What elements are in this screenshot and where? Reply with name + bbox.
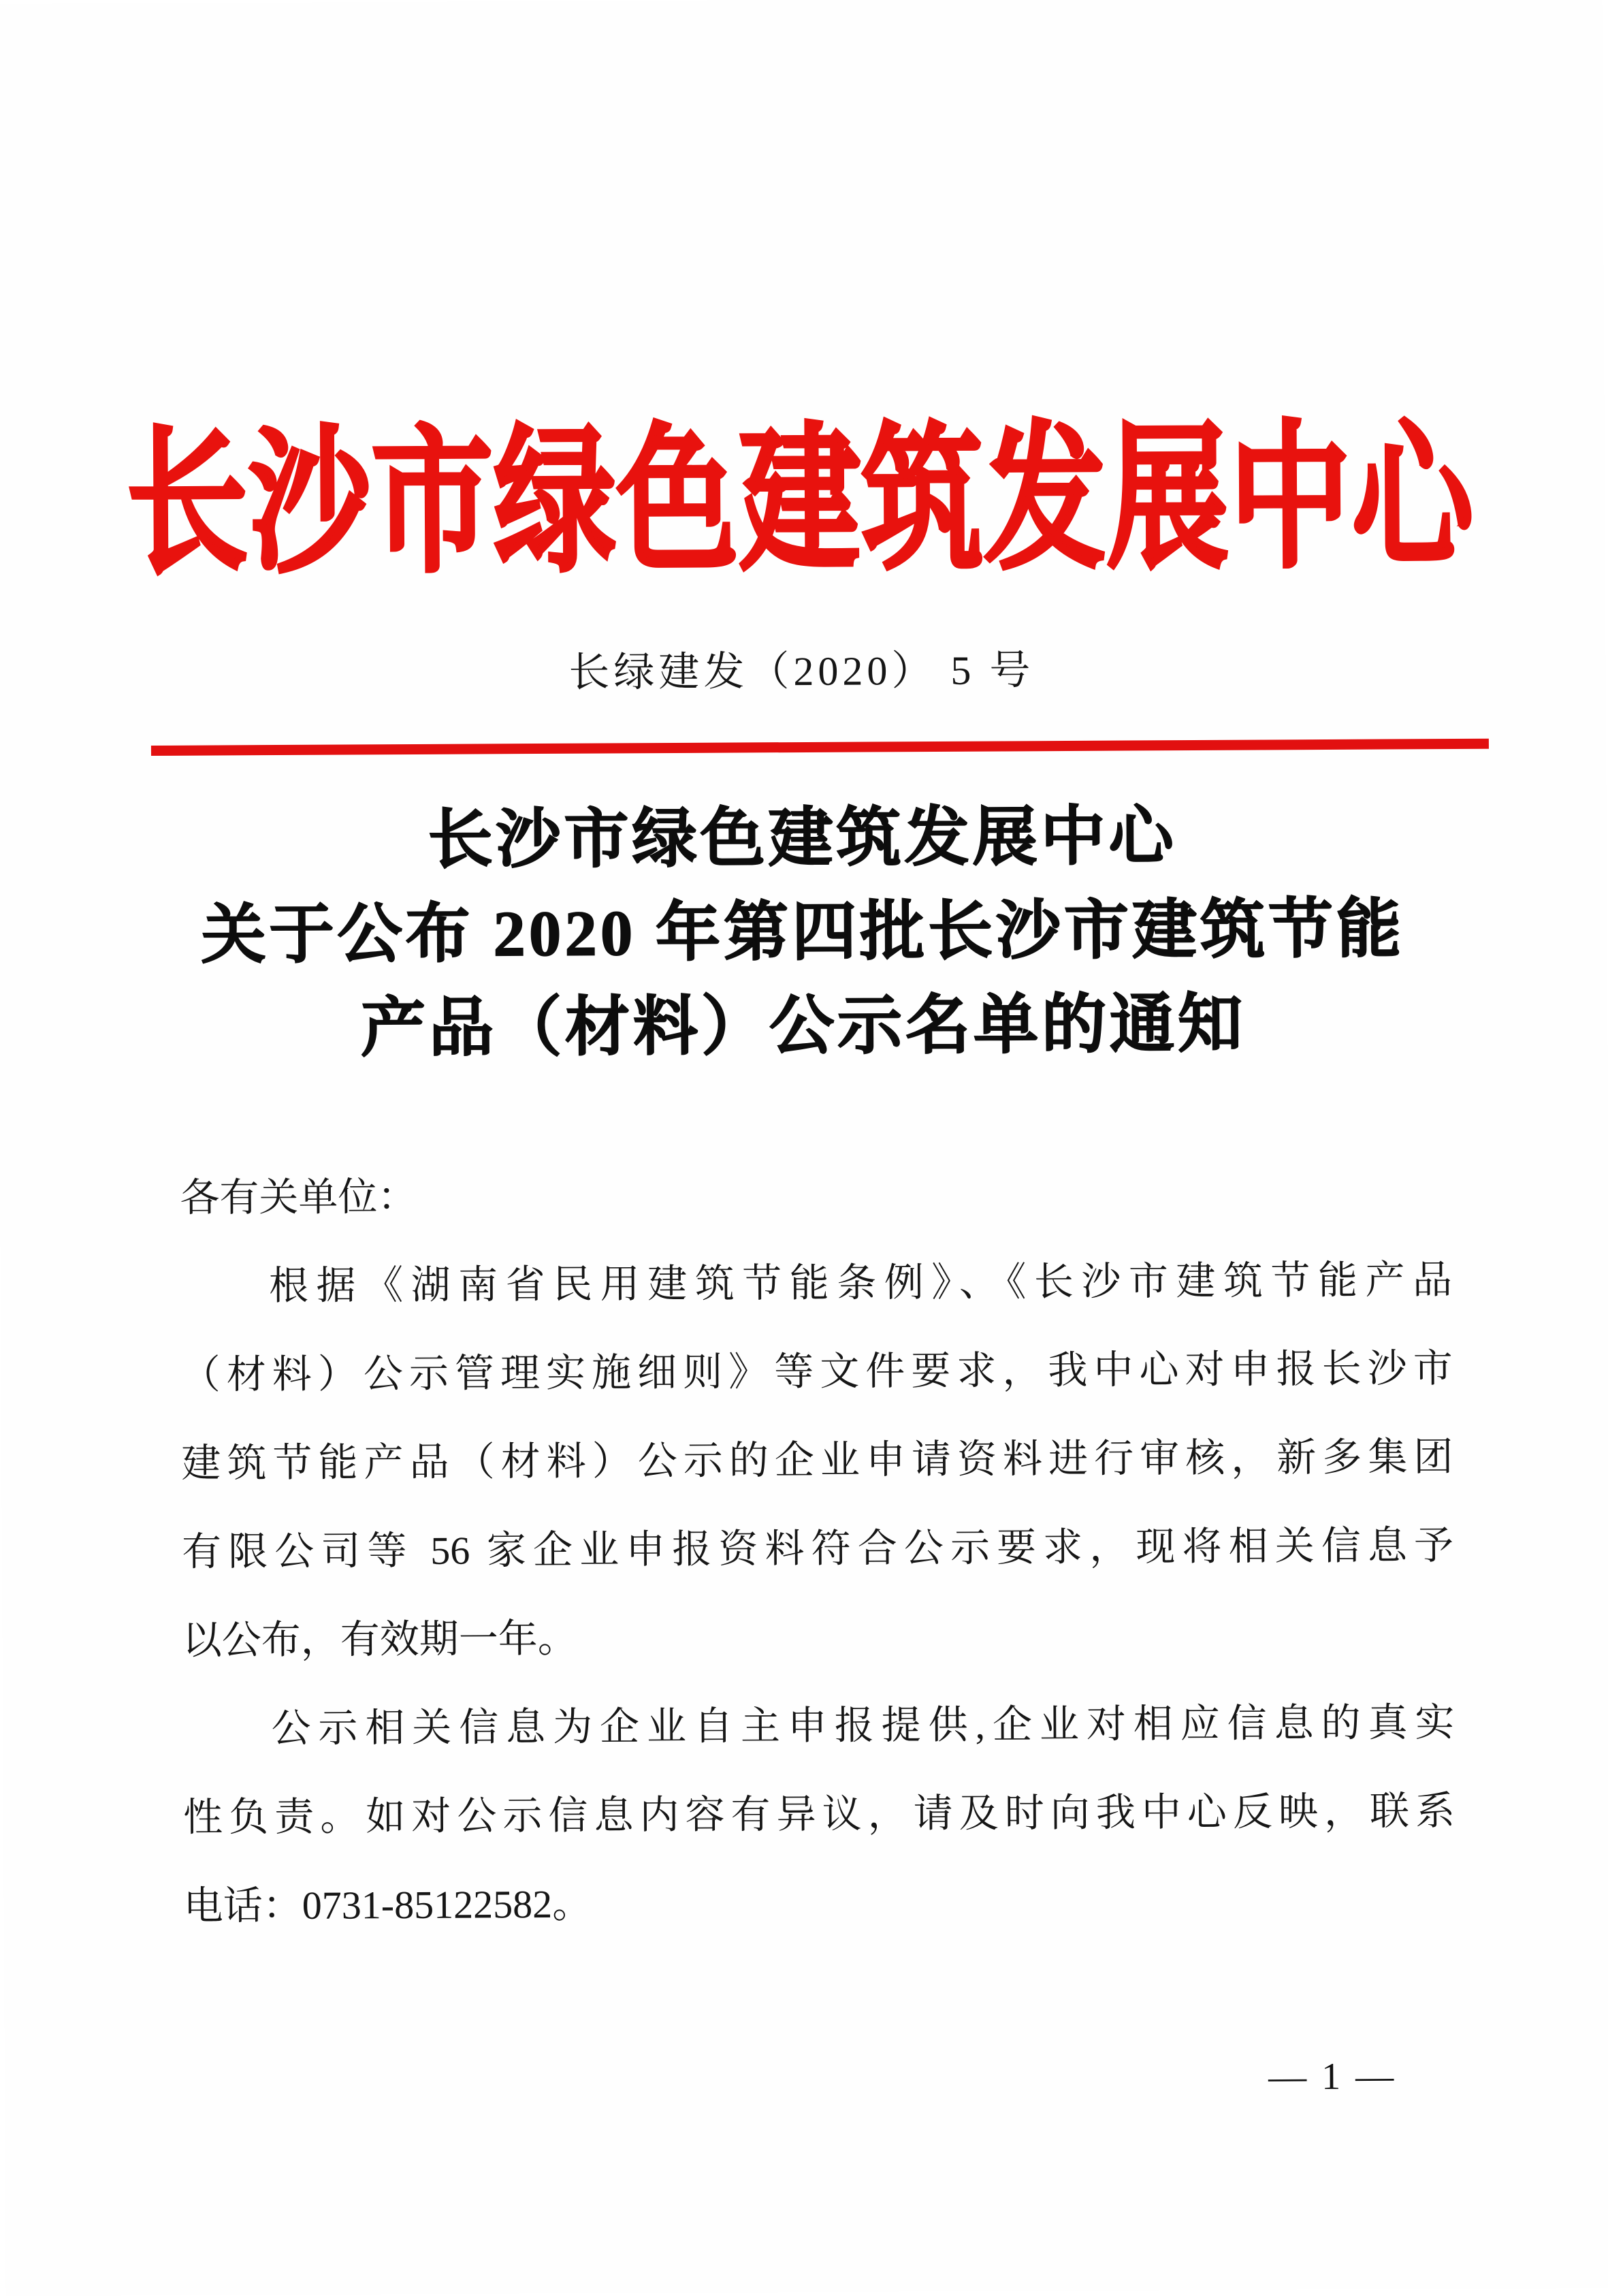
- paragraph-1-line-5: 以公布，有效期一年。: [182, 1616, 577, 1663]
- notice-title-line-2: 关于公布 2020 年第四批长沙市建筑节能: [201, 893, 1405, 972]
- body-text: [180, 1147, 1456, 1951]
- paragraph-2-line-2: 性负责。如对公示信息内容有异议，请及时向我中心反映，联系: [182, 1789, 1456, 1840]
- paragraph-2-line-1: 公示相关信息为企业自主申报提供,企业对相应信息的真实: [271, 1700, 1455, 1751]
- paragraph-2-line-3: 电话：0731-85122582。: [183, 1881, 592, 1928]
- paragraph-1-line-2: （材料）公示管理实施细则》等文件要求，我中心对申报长沙市: [180, 1346, 1453, 1397]
- salutation: 各有关单位：: [180, 1174, 417, 1220]
- notice-title-line-1: 长沙市绿色建筑发展中心: [428, 800, 1177, 876]
- red-divider-line: [151, 739, 1489, 756]
- letterhead-org-title: 长沙市绿色建筑发展中心: [126, 410, 1475, 593]
- document-number: 长绿建发（2020） 5 号: [568, 648, 1035, 695]
- notice-title-line-3: 产品（材料）公示名单的通知: [360, 987, 1247, 1065]
- paragraph-1-line-4: 有限公司等 56 家企业申报资料符合公示要求，现将相关信息予: [181, 1523, 1454, 1574]
- page-number: — 1 —: [1268, 2055, 1397, 2099]
- paragraph-1-line-1: 根据《湖南省民用建筑节能条例》、《长沙市建筑节能产品: [268, 1258, 1453, 1309]
- notice-title: [0, 787, 1607, 1077]
- paragraph-1-line-3: 建筑节能产品（材料）公示的企业申请资料进行审核，新多集团: [181, 1435, 1453, 1486]
